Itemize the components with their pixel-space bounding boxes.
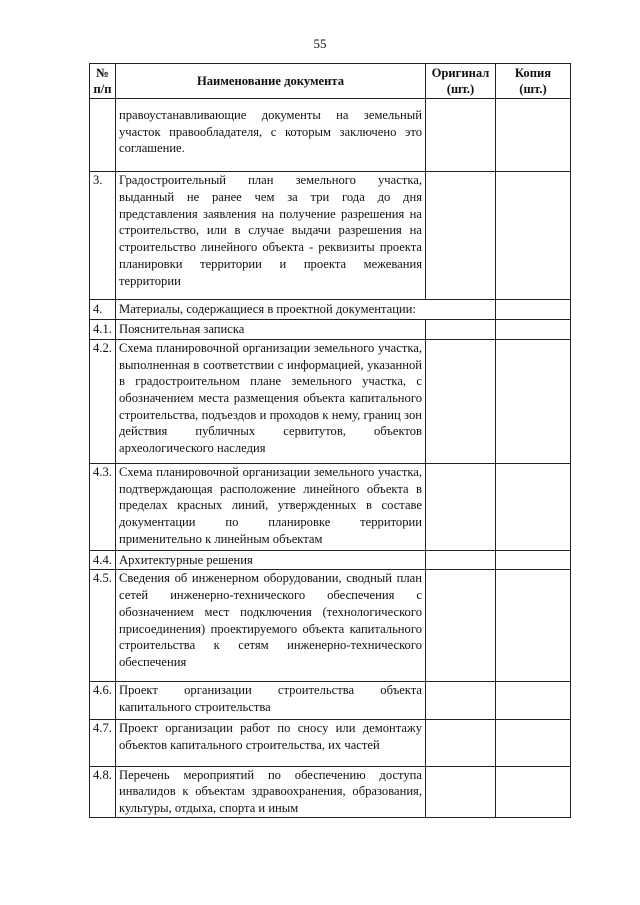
- table-row: [90, 570, 571, 681]
- table-row: [90, 320, 571, 340]
- header-num-text: № п/п: [93, 65, 112, 96]
- row-name: Схема планировочной организации земельного участка, подтверждающая расположение линейного объекта в пределах красных линий, утвержденных в составе документации по планировке территории применительно к линейным объектам: [116, 463, 426, 550]
- row-name: Проект организации строительства объекта капитального строительства: [116, 681, 426, 719]
- row-original: [426, 339, 496, 463]
- table-row: [90, 550, 571, 570]
- row-num: 4.6.: [90, 681, 116, 719]
- row-name: Материалы, содержащиеся в проектной документации:: [116, 300, 496, 320]
- header-copy-text: Копия (шт.): [514, 65, 552, 96]
- row-name: Пояснительная записка: [116, 320, 426, 340]
- row-copy: [496, 320, 571, 340]
- table-row: [90, 766, 571, 817]
- table-row: [90, 99, 571, 172]
- table-row: [90, 463, 571, 550]
- row-copy: [496, 550, 571, 570]
- row-num: 4.8.: [90, 766, 116, 817]
- table-header-row: [90, 64, 571, 99]
- row-name: Перечень мероприятий по обеспечению доступа инвалидов к объектам здравоохранения, образования, культуры, отдыха, спорта и иным: [116, 766, 426, 817]
- table-row: [90, 339, 571, 463]
- row-original: [426, 320, 496, 340]
- row-num: [90, 99, 116, 172]
- row-num: 4.1.: [90, 320, 116, 340]
- row-original: [426, 99, 496, 172]
- header-name-text: Наименование документа: [196, 73, 345, 88]
- table-row: [90, 300, 571, 320]
- row-num: 4.7.: [90, 720, 116, 766]
- row-copy: [496, 720, 571, 766]
- row-name: Схема планировочной организации земельного участка, выполненная в соответствии с информацией, указанной в градостроительном плане земельного участка, с обозначением места размещения объекта капитального строительства, подъездов и проходов к нему, границ зон действия публичных сервитутов, объектов археологического наследия: [116, 339, 426, 463]
- row-num: 4.3.: [90, 463, 116, 550]
- header-copy: [496, 64, 571, 99]
- row-copy: [496, 766, 571, 817]
- table-row: [90, 681, 571, 719]
- header-original: [426, 64, 496, 99]
- row-copy: [496, 570, 571, 681]
- row-num: 4.: [90, 300, 116, 320]
- header-original-text: Оригинал (шт.): [431, 65, 490, 96]
- header-name: [116, 64, 426, 99]
- row-copy: [496, 172, 571, 300]
- table-row: [90, 172, 571, 300]
- table-row: [90, 720, 571, 766]
- row-original: [426, 463, 496, 550]
- row-name: Проект организации работ по сносу или демонтажу объектов капитального строительства, их частей: [116, 720, 426, 766]
- row-num: 3.: [90, 172, 116, 300]
- documents-table: [89, 63, 571, 818]
- row-name: правоустанавливающие документы на земельный участок правообладателя, с которым заключено это соглашение.: [116, 99, 426, 172]
- row-copy: [496, 463, 571, 550]
- header-num: [90, 64, 116, 99]
- row-name: Градостроительный план земельного участка, выданный не ранее чем за три года до дня представления заявления на получение разрешения на строительство, или в случае выдачи разрешения на строительство линейного объекта - реквизиты проекта планировки территории и проекта межевания территории: [116, 172, 426, 300]
- row-original: [426, 681, 496, 719]
- row-original: [426, 766, 496, 817]
- row-num: 4.2.: [90, 339, 116, 463]
- row-name: Архитектурные решения: [116, 550, 426, 570]
- row-original: [426, 720, 496, 766]
- row-copy: [496, 681, 571, 719]
- row-original: [426, 570, 496, 681]
- row-original: [426, 550, 496, 570]
- row-num: 4.4.: [90, 550, 116, 570]
- row-name: Сведения об инженерном оборудовании, сводный план сетей инженерно-технического обеспечения с обозначением мест подключения (технологического присоединения) проектируемого объекта капитального строительства к сетям инженерно-технического обеспечения: [116, 570, 426, 681]
- page-number: 55: [313, 36, 327, 51]
- row-num: 4.5.: [90, 570, 116, 681]
- row-copy: [496, 99, 571, 172]
- row-original: [426, 172, 496, 300]
- row-copy: [496, 300, 571, 320]
- row-copy: [496, 339, 571, 463]
